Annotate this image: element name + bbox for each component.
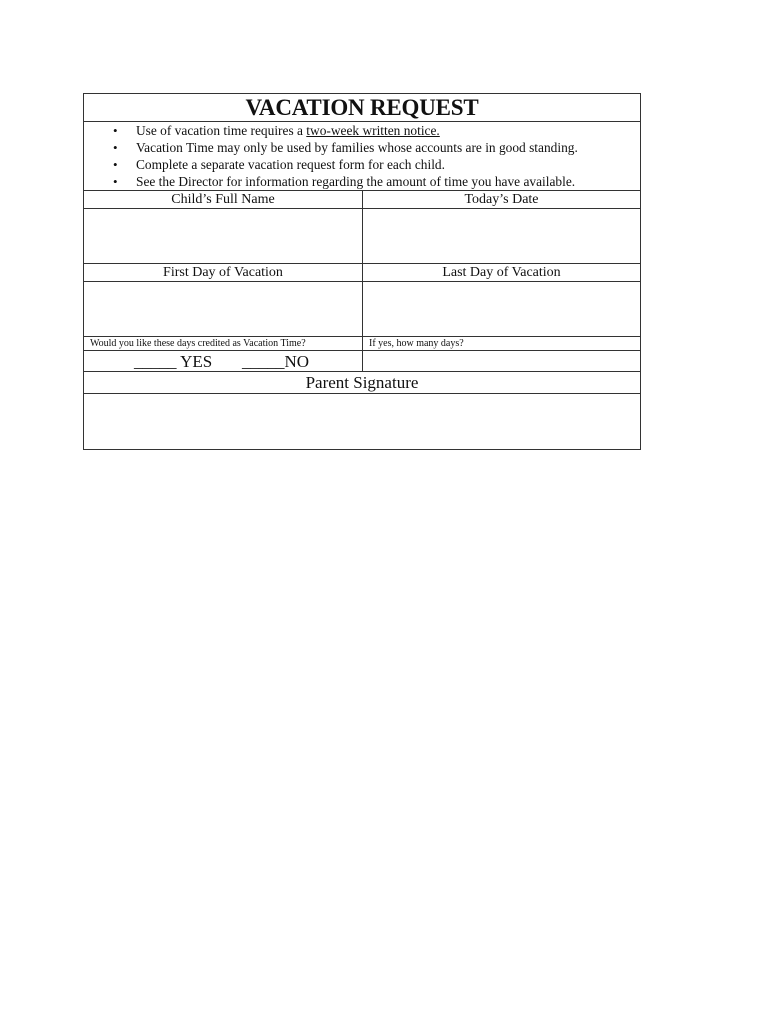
bullet-icon: •: [113, 157, 118, 172]
instruction-item: • Complete a separate vacation request form for each child.: [113, 157, 445, 172]
instruction-item: • See the Director for information regarding the amount of time you have available.: [113, 174, 576, 189]
no-option[interactable]: _____NO: [242, 352, 310, 371]
form-title: VACATION REQUEST: [245, 95, 479, 120]
last-day-field[interactable]: [363, 282, 640, 336]
todays-date-label: Today’s Date: [464, 192, 539, 207]
bullet-icon: •: [113, 140, 118, 155]
first-day-field[interactable]: [84, 282, 362, 336]
how-many-days-label: If yes, how many days?: [369, 338, 464, 349]
credit-question-label: Would you like these days credited as Vacation Time?: [90, 338, 306, 349]
parent-signature-field[interactable]: [84, 394, 640, 449]
todays-date-field[interactable]: [363, 209, 640, 263]
column-divider: [362, 190, 363, 371]
vacation-request-form: [83, 93, 641, 450]
bullet-icon: •: [113, 123, 118, 138]
parent-signature-label: Parent Signature: [305, 373, 419, 392]
divider: [84, 371, 640, 372]
yes-option[interactable]: _____ YES: [134, 352, 213, 371]
how-many-days-field[interactable]: [363, 351, 640, 371]
instruction-item: • Vacation Time may only be used by families whose accounts are in good standing.: [113, 140, 578, 155]
first-day-label: First Day of Vacation: [163, 265, 283, 280]
child-name-label: Child’s Full Name: [171, 192, 275, 207]
child-name-field[interactable]: [84, 209, 362, 263]
instructions-list: [84, 122, 640, 190]
underlined-notice: two-week written notice.: [306, 123, 440, 138]
last-day-label: Last Day of Vacation: [442, 265, 561, 280]
instruction-item: • Use of vacation time requires a two-week written notice.: [113, 123, 440, 138]
bullet-icon: •: [113, 174, 118, 189]
